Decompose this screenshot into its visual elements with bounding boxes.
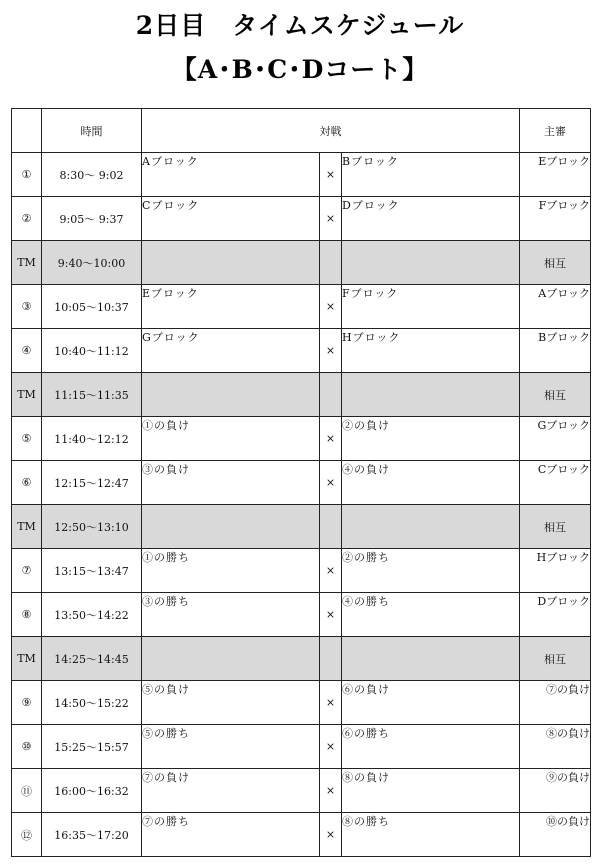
versus-mark: × bbox=[320, 769, 342, 813]
header-num bbox=[12, 109, 42, 153]
versus-mark bbox=[320, 505, 342, 549]
table-row bbox=[12, 769, 591, 813]
row-number: ⑤ bbox=[12, 417, 42, 461]
referee-cell: ⑨の負け bbox=[520, 769, 591, 813]
row-number: ⑦ bbox=[12, 549, 42, 593]
header-match: 対戦 bbox=[142, 109, 520, 153]
referee-cell: Gブロック bbox=[520, 417, 591, 461]
referee-cell: ⑦の負け bbox=[520, 681, 591, 725]
referee-cell: Hブロック bbox=[520, 549, 591, 593]
versus-mark: × bbox=[320, 461, 342, 505]
team1-cell bbox=[142, 241, 320, 285]
time-cell: 8:30～ 9:02 bbox=[42, 153, 142, 197]
versus-mark: × bbox=[320, 681, 342, 725]
page-subtitle: 【A･B･C･Dコート】 bbox=[171, 55, 429, 84]
versus-mark: × bbox=[320, 153, 342, 197]
team2-cell: ⑧の勝ち bbox=[342, 813, 520, 857]
team2-cell: ④の勝ち bbox=[342, 593, 520, 637]
team2-cell: ④の負け bbox=[342, 461, 520, 505]
team2-cell: Fブロック bbox=[342, 285, 520, 329]
time-cell: 12:50～13:10 bbox=[42, 505, 142, 549]
versus-mark: × bbox=[320, 813, 342, 857]
table-row bbox=[12, 461, 591, 505]
row-number: TM bbox=[12, 505, 42, 549]
timeout-row bbox=[12, 637, 591, 681]
versus-mark: × bbox=[320, 285, 342, 329]
team2-cell: ⑥の勝ち bbox=[342, 725, 520, 769]
team1-cell: Cブロック bbox=[142, 197, 320, 241]
referee-cell: Eブロック bbox=[520, 153, 591, 197]
row-number: ③ bbox=[12, 285, 42, 329]
team2-cell: Hブロック bbox=[342, 329, 520, 373]
table-row bbox=[12, 417, 591, 461]
row-number: ⑨ bbox=[12, 681, 42, 725]
time-cell: 10:05～10:37 bbox=[42, 285, 142, 329]
time-cell: 9:40～10:00 bbox=[42, 241, 142, 285]
team1-cell: ③の負け bbox=[142, 461, 320, 505]
team1-cell bbox=[142, 637, 320, 681]
versus-mark: × bbox=[320, 725, 342, 769]
referee-cell: ⑩の負け bbox=[520, 813, 591, 857]
team2-cell bbox=[342, 241, 520, 285]
versus-mark: × bbox=[320, 417, 342, 461]
time-cell: 13:50～14:22 bbox=[42, 593, 142, 637]
header-row bbox=[12, 109, 591, 153]
header-ref: 主審 bbox=[520, 109, 591, 153]
table-row bbox=[12, 153, 591, 197]
team2-cell: ⑧の負け bbox=[342, 769, 520, 813]
team1-cell: Aブロック bbox=[142, 153, 320, 197]
referee-cell: Cブロック bbox=[520, 461, 591, 505]
team2-cell: Dブロック bbox=[342, 197, 520, 241]
team1-cell: Eブロック bbox=[142, 285, 320, 329]
row-number: ① bbox=[12, 153, 42, 197]
timeout-row bbox=[12, 241, 591, 285]
table-row bbox=[12, 725, 591, 769]
versus-mark: × bbox=[320, 549, 342, 593]
versus-mark: × bbox=[320, 329, 342, 373]
time-cell: 11:40～12:12 bbox=[42, 417, 142, 461]
versus-mark bbox=[320, 637, 342, 681]
versus-mark bbox=[320, 373, 342, 417]
page-title: 2日目 タイムスケジュール bbox=[135, 11, 465, 40]
row-number: TM bbox=[12, 637, 42, 681]
time-cell: 15:25～15:57 bbox=[42, 725, 142, 769]
versus-mark: × bbox=[320, 593, 342, 637]
time-cell: 12:15～12:47 bbox=[42, 461, 142, 505]
team1-cell: ⑦の勝ち bbox=[142, 813, 320, 857]
row-number: ⑪ bbox=[12, 769, 42, 813]
row-number: ② bbox=[12, 197, 42, 241]
timeout-row bbox=[12, 373, 591, 417]
team2-cell: Bブロック bbox=[342, 153, 520, 197]
team2-cell bbox=[342, 373, 520, 417]
time-cell: 9:05～ 9:37 bbox=[42, 197, 142, 241]
team2-cell bbox=[342, 637, 520, 681]
table-body bbox=[12, 153, 591, 857]
team1-cell: ③の勝ち bbox=[142, 593, 320, 637]
table-row bbox=[12, 593, 591, 637]
time-cell: 13:15～13:47 bbox=[42, 549, 142, 593]
time-cell: 16:00～16:32 bbox=[42, 769, 142, 813]
referee-cell: Dブロック bbox=[520, 593, 591, 637]
referee-cell: 相互 bbox=[520, 505, 591, 549]
table-row bbox=[12, 285, 591, 329]
team1-cell bbox=[142, 373, 320, 417]
referee-cell: 相互 bbox=[520, 373, 591, 417]
team1-cell: ⑤の負け bbox=[142, 681, 320, 725]
row-number: ④ bbox=[12, 329, 42, 373]
team2-cell bbox=[342, 505, 520, 549]
referee-cell: Bブロック bbox=[520, 329, 591, 373]
table-row bbox=[12, 549, 591, 593]
team1-cell: ⑦の負け bbox=[142, 769, 320, 813]
team1-cell bbox=[142, 505, 320, 549]
referee-cell: 相互 bbox=[520, 241, 591, 285]
table-row bbox=[12, 813, 591, 857]
time-cell: 14:25～14:45 bbox=[42, 637, 142, 681]
team1-cell: ⑤の勝ち bbox=[142, 725, 320, 769]
referee-cell: ⑧の負け bbox=[520, 725, 591, 769]
team1-cell: ①の勝ち bbox=[142, 549, 320, 593]
row-number: TM bbox=[12, 241, 42, 285]
time-cell: 16:35～17:20 bbox=[42, 813, 142, 857]
team1-cell: ①の負け bbox=[142, 417, 320, 461]
versus-mark bbox=[320, 241, 342, 285]
team1-cell: Gブロック bbox=[142, 329, 320, 373]
row-number: TM bbox=[12, 373, 42, 417]
row-number: ⑥ bbox=[12, 461, 42, 505]
team2-cell: ⑥の負け bbox=[342, 681, 520, 725]
referee-cell: Fブロック bbox=[520, 197, 591, 241]
table-row bbox=[12, 197, 591, 241]
time-cell: 11:15～11:35 bbox=[42, 373, 142, 417]
versus-mark: × bbox=[320, 197, 342, 241]
schedule-table bbox=[11, 108, 591, 857]
referee-cell: Aブロック bbox=[520, 285, 591, 329]
row-number: ⑧ bbox=[12, 593, 42, 637]
referee-cell: 相互 bbox=[520, 637, 591, 681]
team2-cell: ②の勝ち bbox=[342, 549, 520, 593]
time-cell: 14:50～15:22 bbox=[42, 681, 142, 725]
table-row bbox=[12, 681, 591, 725]
time-cell: 10:40～11:12 bbox=[42, 329, 142, 373]
timeout-row bbox=[12, 505, 591, 549]
row-number: ⑫ bbox=[12, 813, 42, 857]
team2-cell: ②の負け bbox=[342, 417, 520, 461]
header-time: 時間 bbox=[42, 109, 142, 153]
row-number: ⑩ bbox=[12, 725, 42, 769]
table-row bbox=[12, 329, 591, 373]
